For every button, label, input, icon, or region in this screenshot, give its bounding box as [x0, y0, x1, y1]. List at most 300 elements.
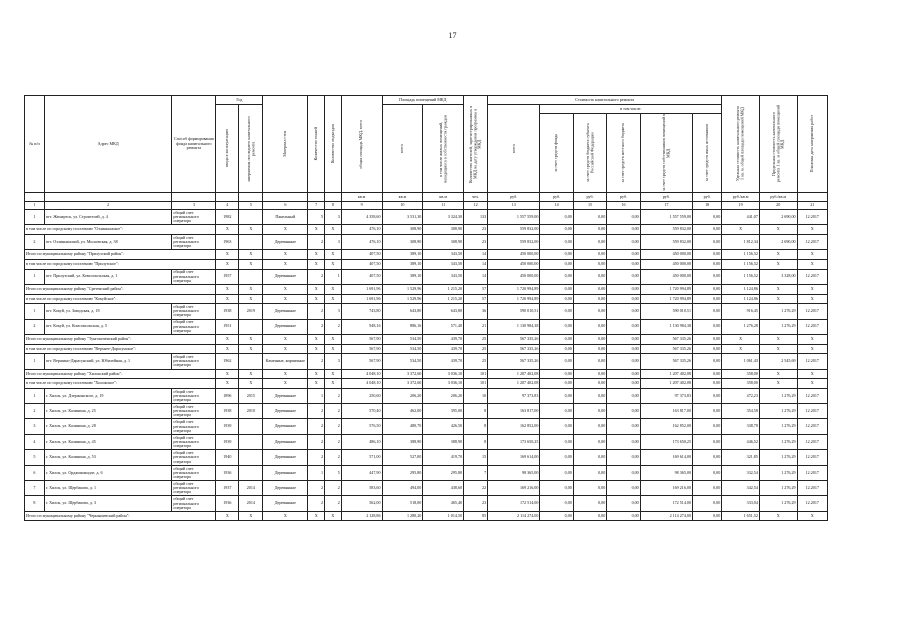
year-commission-cell: 1982 — [216, 210, 239, 225]
cost-owners-cell: 559 832,00 — [640, 234, 692, 249]
x-cell: X — [325, 369, 342, 379]
planned-date-cell: 12.2017 — [797, 304, 827, 319]
address-cell: пгт. Кокуй, ул. Заводская, д. 18 — [44, 304, 172, 319]
max-cost-cell: 1 276,29 — [759, 388, 797, 403]
subtotal-label: в том числе по городскому поселению "Хилокское": — [25, 379, 216, 389]
area-total-cell: 494,00 — [382, 481, 423, 496]
x-cell: X — [239, 284, 263, 294]
wall-material-cell: Деревянные — [263, 404, 308, 419]
cost-subject-cell: 0,00 — [573, 450, 606, 465]
cost-local-cell: 0,00 — [607, 496, 640, 511]
residents-cell: 23 — [464, 225, 488, 235]
cost-owners-cell: 567 335,26 — [640, 334, 692, 344]
entrances-cell: 3 — [325, 354, 342, 369]
x-cell: X — [239, 225, 263, 235]
subtotal-label: в том числе по городскому поселению "Верхнее-Дарасунское": — [25, 344, 216, 354]
x-cell: X — [263, 511, 308, 521]
total-area-cell: 4 048,10 — [341, 369, 382, 379]
fund-method-cell: общий счет регионального оператора — [172, 388, 216, 403]
fund-method-cell: общий счет регионального оператора — [172, 434, 216, 449]
cost-owners-cell: 1 207 402,08 — [640, 379, 692, 389]
cost-subject-cell: 0,00 — [573, 210, 606, 225]
x-cell: X — [216, 369, 239, 379]
x-cell: X — [308, 225, 325, 235]
row-number: 1 — [25, 210, 45, 225]
header-col-total-area — [341, 96, 382, 193]
column-number-cell: 2 — [44, 202, 172, 210]
total-area-cell: 583,60 — [341, 481, 382, 496]
cost-owners-cell: 172 514,00 — [640, 496, 692, 511]
column-number-cell: 12 — [464, 202, 488, 210]
cost-other-cell: 0,00 — [693, 434, 722, 449]
cost-owners-cell: 163 817,00 — [640, 404, 692, 419]
cost-subject-cell: 0,00 — [573, 225, 606, 235]
cost-other-cell: 0,00 — [693, 294, 722, 304]
address-cell: г. Хилок, ул. Калинина, д. 25 — [44, 404, 172, 419]
unit-cost-cell: 1 156,52 — [722, 269, 760, 284]
address-cell: пгт. Кокуй, ул. Комсомольская, д. 5 — [44, 319, 172, 334]
header-floors-label: Количество этажей — [313, 127, 319, 161]
area-private-cell: 439,70 — [423, 334, 464, 344]
total-area-cell: 4 358,60 — [341, 210, 382, 225]
cost-total-cell: 172 514,00 — [488, 496, 540, 511]
cost-subject-cell: 0,00 — [573, 419, 606, 434]
area-total-cell: 388,90 — [382, 434, 423, 449]
cost-total-cell: 1 720 994,89 — [488, 284, 540, 294]
residents-cell: 23 — [464, 496, 488, 511]
cost-local-cell: 0,00 — [607, 419, 640, 434]
max-cost-cell: 1 276,29 — [759, 319, 797, 334]
area-total-cell: 295,80 — [382, 465, 423, 480]
table-row-building — [25, 496, 828, 511]
header-planned-date-label: Плановая дата завершения работ — [809, 115, 815, 173]
year-commission-cell: 1957 — [216, 269, 239, 284]
total-area-cell: 4 048,10 — [341, 379, 382, 389]
cost-other-cell: 0,00 — [693, 259, 722, 269]
planned-date-cell: 12.2017 — [797, 450, 827, 465]
cost-fund-cell: 0,00 — [540, 304, 573, 319]
x-cell: X — [263, 225, 308, 235]
cost-fund-cell: 0,00 — [540, 481, 573, 496]
cost-local-cell: 0,00 — [607, 210, 640, 225]
table-row-building — [25, 319, 828, 334]
cost-total-cell: 450 000,00 — [488, 250, 540, 260]
x-cell: X — [308, 259, 325, 269]
cost-total-cell: 162 852,00 — [488, 419, 540, 434]
planned-date-cell: X — [797, 294, 827, 304]
area-private-cell: 1 215,20 — [423, 284, 464, 294]
subtotal-label: в том числе по городскому поселению "Кокуйское": — [25, 294, 216, 304]
cost-subject-cell: 0,00 — [573, 481, 606, 496]
planned-date-cell: X — [797, 334, 827, 344]
floors-cell: 2 — [308, 450, 325, 465]
cost-local-cell: 0,00 — [607, 369, 640, 379]
cost-subject-cell: 0,00 — [573, 404, 606, 419]
column-number-cell: 19 — [722, 202, 760, 210]
total-area-cell: 250,60 — [341, 388, 382, 403]
cost-owners-cell: 97 373,83 — [640, 388, 692, 403]
cost-subject-cell: 0,00 — [573, 334, 606, 344]
header-group-year: Год — [216, 96, 263, 105]
unit-cell: руб. — [488, 193, 540, 202]
cost-local-cell: 0,00 — [607, 465, 640, 480]
unit-cost-cell: 446,52 — [722, 434, 760, 449]
wall-material-cell: Деревянные — [263, 388, 308, 403]
address-cell: г. Хилок, ул. Орджоникидзе, д. 6 — [44, 465, 172, 480]
cost-owners-cell: 567 335,26 — [640, 354, 692, 369]
cost-fund-cell: 0,00 — [540, 225, 573, 235]
unit-cell: руб. — [640, 193, 692, 202]
year-commission-cell: 1963 — [216, 234, 239, 249]
year-last-repair-cell: 2014 — [239, 496, 263, 511]
column-number-cell: 5 — [239, 202, 263, 210]
residents-cell: 10 — [464, 388, 488, 403]
cost-owners-cell: 2 114 274,00 — [640, 511, 692, 521]
entrances-cell: 1 — [325, 269, 342, 284]
header-max-cost-label: Предельная стоимость капитального ремонта 1 кв. м общей площади помещений МКД — [770, 105, 785, 183]
max-cost-cell: X — [759, 284, 797, 294]
area-private-cell: 343,50 — [423, 250, 464, 260]
address-cell: пгт. Жешартск, ул. Строителей, д. 4 — [44, 210, 172, 225]
header-col-wall-material — [263, 96, 308, 193]
cost-total-cell: 2 114 274,00 — [488, 511, 540, 521]
planned-date-cell: 12.2017 — [797, 465, 827, 480]
cost-subject-cell: 0,00 — [573, 304, 606, 319]
header-cost-total-label: всего — [510, 143, 516, 154]
table-row-building — [25, 434, 828, 449]
wall-material-cell: Деревянные — [263, 269, 308, 284]
cost-subject-cell: 0,00 — [573, 496, 606, 511]
cost-owners-cell: 590 010,51 — [640, 304, 692, 319]
area-total-cell: 308,90 — [382, 225, 423, 235]
planned-date-cell: X — [797, 250, 827, 260]
header-col-cost-owners — [640, 114, 692, 193]
unit-cell — [216, 193, 239, 202]
x-cell: X — [239, 379, 263, 389]
floors-cell: 2 — [308, 496, 325, 511]
x-cell: X — [216, 259, 239, 269]
column-number-row — [25, 202, 828, 210]
row-number: 6 — [25, 465, 45, 480]
cost-total-cell: 98 365,00 — [488, 465, 540, 480]
header-cost-other-label: за счет средств иных источников — [703, 124, 709, 182]
x-cell: X — [325, 379, 342, 389]
year-last-repair-cell: 2015 — [239, 388, 263, 403]
wall-material-cell: Деревянные — [263, 481, 308, 496]
cost-local-cell: 0,00 — [607, 294, 640, 304]
max-cost-cell: 1 276,29 — [759, 304, 797, 319]
row-number: 8 — [25, 496, 45, 511]
row-number: 2 — [25, 404, 45, 419]
unit-cell: руб./кв.м — [759, 193, 797, 202]
area-total-cell: 1 529,96 — [382, 284, 423, 294]
cost-other-cell: 0,00 — [693, 354, 722, 369]
unit-cell — [308, 193, 325, 202]
cost-fund-cell: 0,00 — [540, 319, 573, 334]
max-cost-cell: 1 276,29 — [759, 496, 797, 511]
cost-local-cell: 0,00 — [607, 388, 640, 403]
capital-repair-table-container — [24, 95, 828, 521]
table-row-subtotal — [25, 334, 828, 344]
header-group-incl: в том числе: — [540, 105, 722, 114]
area-private-cell: 1 014,50 — [423, 511, 464, 521]
header-cost-local-label: за счет средств местного бюджета — [620, 123, 626, 183]
unit-cell — [325, 193, 342, 202]
x-cell: X — [325, 334, 342, 344]
x-cell: X — [263, 284, 308, 294]
header-col-unit-cost — [722, 96, 760, 193]
fund-method-cell: общий счет регионального оператора — [172, 210, 216, 225]
max-cost-cell: X — [759, 369, 797, 379]
total-area-cell: 571,00 — [341, 450, 382, 465]
subtotal-label: Итого по муниципальному району "Хилокский район": — [25, 369, 216, 379]
total-area-cell: 743,80 — [341, 304, 382, 319]
planned-date-cell: 12.2017 — [797, 404, 827, 419]
x-cell: X — [325, 294, 342, 304]
address-cell: пгт. Озлиньинский, ул. Московская, д. 38 — [44, 234, 172, 249]
total-area-cell: 486,10 — [341, 434, 382, 449]
total-area-cell: 948,16 — [341, 319, 382, 334]
unit-cost-cell: 441,07 — [722, 210, 760, 225]
max-cost-cell: X — [759, 259, 797, 269]
unit-cost-cell: 1 651,52 — [722, 511, 760, 521]
cost-fund-cell: 0,00 — [540, 450, 573, 465]
cost-fund-cell: 0,00 — [540, 404, 573, 419]
cost-total-cell: 1 720 994,89 — [488, 294, 540, 304]
row-number: 2 — [25, 234, 45, 249]
x-cell: X — [263, 259, 308, 269]
cost-total-cell: 163 817,00 — [488, 404, 540, 419]
floors-cell: 2 — [308, 434, 325, 449]
x-cell: X — [216, 379, 239, 389]
area-total-cell: 518,00 — [382, 496, 423, 511]
header-col-year-commission — [216, 105, 239, 193]
year-last-repair-cell — [239, 354, 263, 369]
cost-subject-cell: 0,00 — [573, 344, 606, 354]
unit-cost-cell: X — [722, 225, 760, 235]
header-total-area-label: общая площадь МКД, всего — [358, 119, 364, 169]
cost-owners-cell: 450 000,00 — [640, 250, 692, 260]
address-cell: г. Хилок, ул. Калинина, д. 45 — [44, 434, 172, 449]
year-last-repair-cell — [239, 319, 263, 334]
x-cell: X — [308, 294, 325, 304]
cost-other-cell: 0,00 — [693, 379, 722, 389]
x-cell: X — [325, 259, 342, 269]
unit-cell: чел. — [464, 193, 488, 202]
x-cell: X — [263, 294, 308, 304]
cost-total-cell: 590 010,51 — [488, 304, 540, 319]
unit-cost-cell: 1 812,34 — [722, 234, 760, 249]
cost-local-cell: 0,00 — [607, 481, 640, 496]
area-private-cell: 206,20 — [423, 388, 464, 403]
floors-cell: 2 — [308, 404, 325, 419]
max-cost-cell: 1 276,29 — [759, 434, 797, 449]
cost-owners-cell: 1 720 994,89 — [640, 294, 692, 304]
area-private-cell: 3 036,10 — [423, 369, 464, 379]
unit-cell: кв.м — [341, 193, 382, 202]
table-row-building — [25, 450, 828, 465]
year-commission-cell: 1896 — [216, 388, 239, 403]
year-last-repair-cell — [239, 465, 263, 480]
header-col-area-private — [423, 105, 464, 193]
header-col-area-total — [382, 105, 423, 193]
row-number: 3 — [25, 419, 45, 434]
cost-local-cell: 0,00 — [607, 404, 640, 419]
cost-local-cell: 0,00 — [607, 259, 640, 269]
max-cost-cell: 1 276,29 — [759, 481, 797, 496]
area-private-cell: 571,40 — [423, 319, 464, 334]
planned-date-cell: X — [797, 259, 827, 269]
year-commission-cell: 1939 — [216, 419, 239, 434]
cost-fund-cell: 0,00 — [540, 388, 573, 403]
residents-cell: 101 — [464, 379, 488, 389]
cost-fund-cell: 0,00 — [540, 344, 573, 354]
residents-cell: 23 — [464, 234, 488, 249]
total-area-cell: 2 128,86 — [341, 511, 382, 521]
table-row-subtotal — [25, 284, 828, 294]
cost-owners-cell: 98 365,00 — [640, 465, 692, 480]
cost-subject-cell: 0,00 — [573, 319, 606, 334]
year-commission-cell: 1939 — [216, 434, 239, 449]
table-row-building — [25, 354, 828, 369]
x-cell: X — [239, 344, 263, 354]
cost-total-cell: 169 216,00 — [488, 481, 540, 496]
cost-local-cell: 0,00 — [607, 354, 640, 369]
address-cell: г. Хилок, ул. Калинина, д. 53 — [44, 450, 172, 465]
fund-method-cell: общий счет регионального оператора — [172, 304, 216, 319]
planned-date-cell: 12.2017 — [797, 269, 827, 284]
floors-cell: 2 — [308, 481, 325, 496]
table-row-subtotal — [25, 379, 828, 389]
table-row-building — [25, 404, 828, 419]
header-entrances-label: Количество подъездов — [329, 124, 335, 164]
floors-cell: 5 — [308, 210, 325, 225]
area-private-cell: 439,70 — [423, 354, 464, 369]
floors-cell: 2 — [308, 419, 325, 434]
cost-fund-cell: 0,00 — [540, 354, 573, 369]
planned-date-cell: 12.2017 — [797, 234, 827, 249]
cost-total-cell: 559 832,00 — [488, 234, 540, 249]
residents-cell: 85 — [464, 511, 488, 521]
entrances-cell: 3 — [325, 210, 342, 225]
cost-other-cell: 0,00 — [693, 344, 722, 354]
address-cell: г. Хилок, ул. Щербакова, д. 1 — [44, 481, 172, 496]
header-year-commission-label: ввода в эксплуатацию — [224, 129, 230, 168]
row-number: 1 — [25, 269, 45, 284]
total-area-cell: 407,50 — [341, 250, 382, 260]
area-total-cell: 389,10 — [382, 250, 423, 260]
fund-method-cell: общий счет регионального оператора — [172, 419, 216, 434]
cost-total-cell: 97 373,83 — [488, 388, 540, 403]
cost-owners-cell: 162 852,00 — [640, 419, 692, 434]
column-number-cell: 7 — [308, 202, 325, 210]
year-commission-cell: 1940 — [216, 450, 239, 465]
unit-cell: руб. — [607, 193, 640, 202]
area-total-cell: 308,90 — [382, 234, 423, 249]
cost-fund-cell: 0,00 — [540, 419, 573, 434]
floors-cell: 1 — [308, 388, 325, 403]
row-number: 1 — [25, 354, 45, 369]
cost-subject-cell: 0,00 — [573, 511, 606, 521]
cost-total-cell: 1 207 402,08 — [488, 379, 540, 389]
cost-subject-cell: 0,00 — [573, 465, 606, 480]
wall-material-cell: Деревянные — [263, 304, 308, 319]
floors-cell: 2 — [308, 269, 325, 284]
year-last-repair-cell: 2014 — [239, 481, 263, 496]
year-commission-cell: 1938 — [216, 404, 239, 419]
unit-cell: руб. — [540, 193, 573, 202]
residents-cell: 14 — [464, 259, 488, 269]
header-col-entrances — [325, 96, 342, 193]
x-cell: X — [263, 369, 308, 379]
unit-cost-cell: 1 124,86 — [722, 294, 760, 304]
header-col-cost-fund — [540, 114, 573, 193]
area-total-cell: 389,10 — [382, 269, 423, 284]
cost-owners-cell: 1 207 402,08 — [640, 369, 692, 379]
year-commission-cell: 1937 — [216, 481, 239, 496]
cost-other-cell: 0,00 — [693, 225, 722, 235]
planned-date-cell: 12.2017 — [797, 354, 827, 369]
year-last-repair-cell: 2010 — [239, 404, 263, 419]
year-last-repair-cell — [239, 434, 263, 449]
subtotal-label: Итого по муниципальному району "Прилузский район": — [25, 250, 216, 260]
planned-date-cell: X — [797, 225, 827, 235]
cost-subject-cell: 0,00 — [573, 259, 606, 269]
cost-fund-cell: 0,00 — [540, 210, 573, 225]
residents-cell: 8 — [464, 419, 488, 434]
residents-cell: 22 — [464, 481, 488, 496]
residents-cell: 21 — [464, 319, 488, 334]
year-commission-cell: 1951 — [216, 319, 239, 334]
address-cell: г. Хилок, ул. Калинина, д. 28 — [44, 419, 172, 434]
header-col-address: Адрес МКД — [44, 96, 172, 193]
residents-cell: 36 — [464, 304, 488, 319]
cost-fund-cell: 0,00 — [540, 511, 573, 521]
residents-cell: 57 — [464, 284, 488, 294]
cost-owners-cell: 559 832,00 — [640, 225, 692, 235]
header-residents-label: Количество жителей, зарегистрированных в МКД на дату утверждения программы в МКД — [468, 105, 482, 183]
area-total-cell: 462,00 — [382, 404, 423, 419]
fund-method-cell: общий счет регионального оператора — [172, 404, 216, 419]
unit-cell: кв.м — [423, 193, 464, 202]
row-number: 2 — [25, 319, 45, 334]
residents-cell: 133 — [464, 210, 488, 225]
fund-method-cell: общий счет регионального оператора — [172, 234, 216, 249]
table-row-building — [25, 388, 828, 403]
area-total-cell: 1 280,20 — [382, 511, 423, 521]
area-private-cell: 343,50 — [423, 259, 464, 269]
cost-owners-cell: 1 720 994,89 — [640, 284, 692, 294]
planned-date-cell: 12.2017 — [797, 319, 827, 334]
cost-other-cell: 0,00 — [693, 269, 722, 284]
total-area-cell: 407,50 — [341, 269, 382, 284]
header-col-residents — [464, 96, 488, 193]
year-commission-cell: 1936 — [216, 496, 239, 511]
column-number-cell: 1 — [25, 202, 45, 210]
header-unit-cost-label: Удельная стоимость капитального ремонта 1 кв. м. общей площади помещений МКД — [735, 106, 745, 182]
total-area-cell: 567,90 — [341, 344, 382, 354]
area-total-cell: 534,50 — [382, 354, 423, 369]
planned-date-cell: 12.2017 — [797, 210, 827, 225]
subtotal-label: Итого по муниципальному району "Тунгокоченский район": — [25, 334, 216, 344]
column-number-cell: 4 — [216, 202, 239, 210]
max-cost-cell: X — [759, 379, 797, 389]
year-last-repair-cell — [239, 269, 263, 284]
x-cell: X — [308, 344, 325, 354]
x-cell: X — [239, 250, 263, 260]
unit-cost-cell: 472,23 — [722, 388, 760, 403]
cost-subject-cell: 0,00 — [573, 294, 606, 304]
